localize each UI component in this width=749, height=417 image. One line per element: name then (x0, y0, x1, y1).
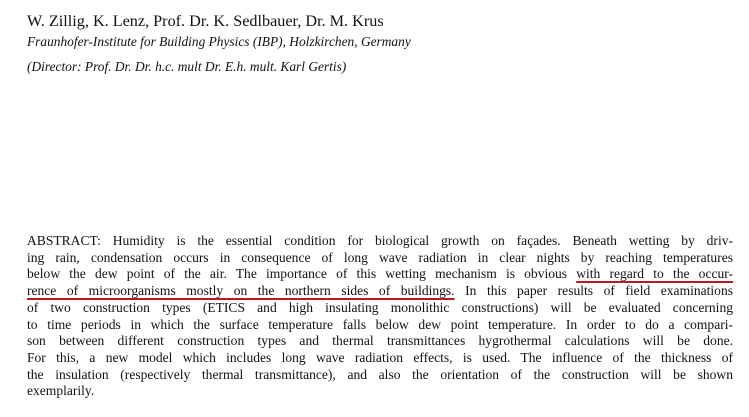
abstract-line (27, 283, 733, 300)
abstract-line: ing rain, condensation occurs in consequence of long wave radiation in clear nights by reaching temperatures (27, 249, 733, 265)
abstract-line: son between different construction types and thermal transmittances hygrothermal calculations will be done. (27, 333, 733, 349)
abstract-line: to time periods in which the surface temperature falls below dew point temperature. In order to do a compari- (27, 316, 733, 332)
abstract-line: of two construction types (ETICS and high insulating monolithic constructions) will be evaluated concerning (27, 299, 733, 315)
paper-authors: W. Zillig, K. Lenz, Prof. Dr. K. Sedlbauer, Dr. M. Krus (27, 12, 384, 30)
highlighted-phrase: rence of microorganisms mostly on the northern sides of buildings. (27, 283, 455, 299)
abstract-line (27, 266, 733, 283)
abstract-line: ABSTRACT: Humidity is the essential condition for biological growth on façades. Beneath wetting by driv- (27, 233, 733, 248)
abstract-text: In this paper results of field examinations (454, 283, 734, 299)
highlighted-phrase: with regard to the occur- (576, 266, 733, 282)
abstract-line: For this, a new model which includes long wave radiation effects, is used. The influence of the thickness of (27, 349, 733, 365)
abstract-text: below the dew point of the air. The importance of this wetting mechanism is obvious (27, 266, 577, 282)
abstract-line: the insulation (respectively thermal transmittance), and also the orientation of the construction will be shown (27, 366, 733, 382)
abstract-block (27, 233, 733, 400)
institute-director: (Director: Prof. Dr. Dr. h.c. mult Dr. E.h. mult. Karl Gertis) (27, 59, 347, 74)
abstract-line: exemplarily. (27, 383, 95, 399)
author-affiliation: Fraunhofer-Institute for Building Physics (IBP), Holzkirchen, Germany (27, 34, 411, 49)
